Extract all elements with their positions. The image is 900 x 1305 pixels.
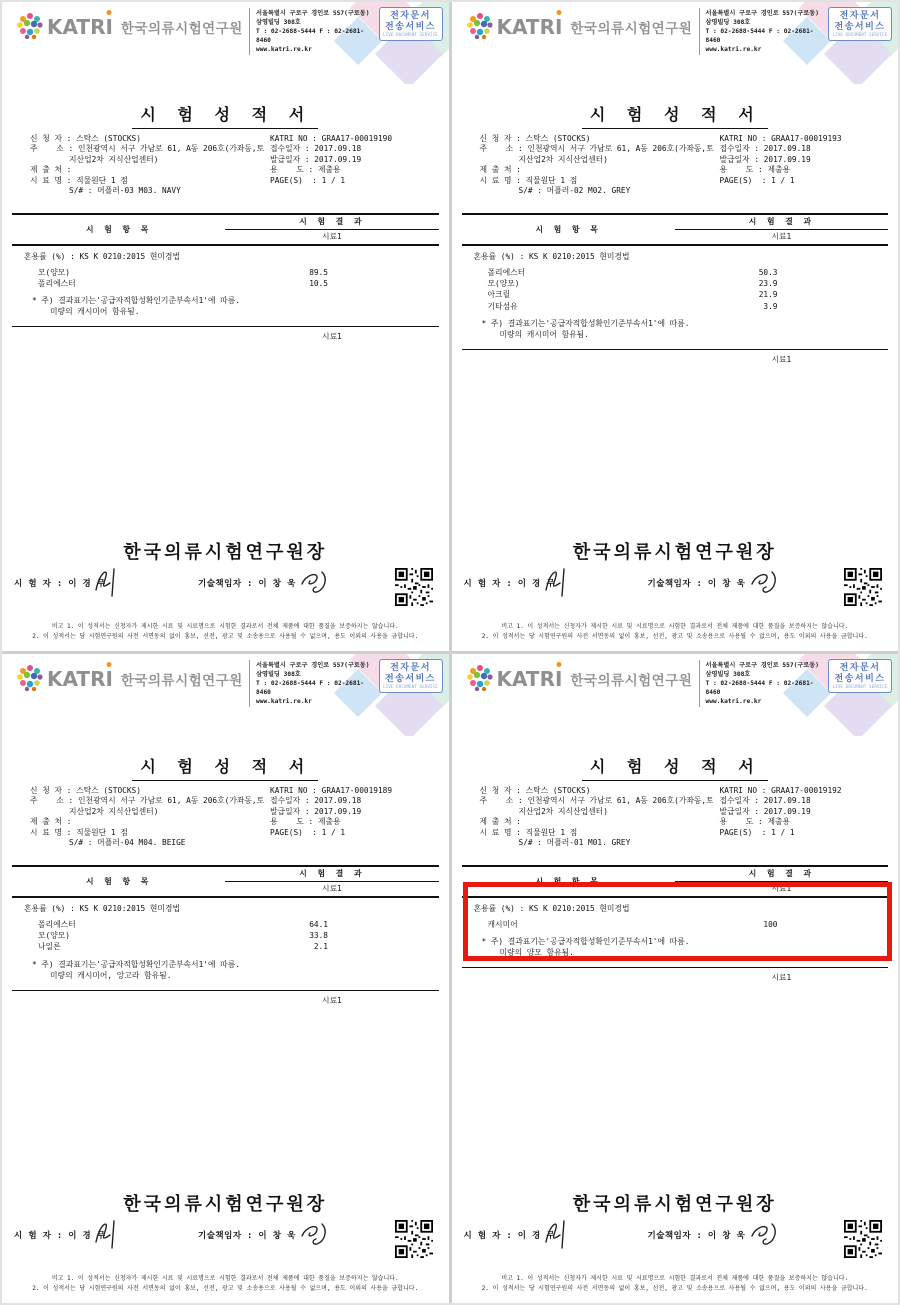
badge-subtext: LIVE DOCUMENT SERVICE: [832, 32, 888, 37]
badge-line: 전송서비스: [834, 21, 886, 32]
katri-no-value: GRAA17-00019192: [771, 786, 842, 795]
column-header-item: 시 험 항 목: [86, 225, 152, 234]
address-value: 인천광역시 서구 가남로 61, A동 206호(가좌동,토: [527, 796, 714, 806]
engineer-label: 기술책임자 : 이 창 욱: [647, 579, 746, 589]
sample-code-row: S/# : 머플러-03 M03. NAVY: [69, 186, 181, 196]
submitter-row: 제 출 처 :: [479, 817, 526, 827]
address-line: 서울특별시 구로구 경인로 557(구로동): [705, 10, 819, 17]
badge-line: 전송서비스: [834, 673, 886, 684]
katri-logo: [16, 663, 243, 695]
result-header-label: 시 험 결 과: [675, 215, 888, 230]
submitter-row: 제 출 처 :: [30, 817, 77, 827]
result-value: 100: [763, 920, 778, 929]
qr-code: [395, 568, 433, 606]
table-header: [12, 865, 439, 898]
result-value: 64.1: [309, 920, 328, 929]
issue-date-value: 2017.09.19: [763, 154, 811, 164]
sample-row: 시 료 명 : 직물원단 1 점: [30, 175, 128, 185]
result-name: 모(양모): [38, 268, 70, 277]
pages-value: 1 / 1: [771, 175, 795, 185]
applicant-row: 신 청 자 : 스탁스 (STOCKS): [30, 134, 141, 143]
result-row: [462, 301, 889, 312]
result-name: 아크릴: [487, 290, 511, 300]
issue-date-value: 2017.09.19: [314, 806, 362, 816]
issue-date-row: 발급일자 : 2017.09.19: [719, 806, 811, 816]
result-rows: [12, 919, 439, 953]
logo-dots-icon: [16, 11, 44, 43]
address-row: 주 소 : 인천광역시 서구 가남로 61, A동 206호(가좌동,토: [479, 144, 714, 154]
logo-wordmark: KATR: [496, 15, 555, 39]
badge-line: 전자문서: [390, 663, 431, 673]
result-row: [462, 289, 889, 300]
column-header-result: [225, 867, 438, 896]
column-header-item: 시 험 항 목: [535, 225, 601, 234]
org-name: 한국의류시험연구원: [120, 21, 243, 37]
note-line-2: 미량의 캐시미어 함유됨.: [499, 329, 589, 339]
org-name: 한국의류시험연구원: [570, 21, 693, 37]
column-header-item: 시 험 항 목: [86, 877, 152, 886]
address-value: 인천광역시 서구 가남로 61, A동 206호(가좌동,토: [77, 144, 265, 154]
result-header-label: 시 험 결 과: [675, 867, 888, 882]
sample-column-label: 시료1: [771, 884, 792, 893]
sample-column-label: 시료1: [771, 232, 792, 241]
address-line: 서울특별시 구로구 경인로 557(구로동): [256, 662, 370, 669]
phone-fax-line: T : 02-2688-5444 F : 02-2681-8460: [705, 28, 814, 44]
address-block: [256, 9, 378, 54]
address-value: 인천광역시 서구 가남로 61, A동 206호(가좌동,토: [77, 796, 265, 806]
tester-signature-icon: [540, 566, 580, 604]
note-line-2: 미량의 캐시미어 함유됨.: [50, 307, 140, 317]
sample-column-label: 시료1: [321, 232, 342, 241]
result-rows: [12, 267, 439, 289]
sample-footer-label: 시료1: [321, 995, 342, 1005]
katri-no-value: GRAA17-00019193: [771, 134, 842, 143]
tester-signature-icon: [540, 1218, 580, 1256]
result-name: 모(양모): [38, 931, 70, 941]
usage-row: 용 도 : 제출용: [719, 817, 791, 827]
title-row: [2, 102, 449, 129]
footnotes: [452, 1274, 899, 1293]
applicant-row: 신 청 자 : 스탁스 (STOCKS): [30, 786, 141, 795]
tester-signature-icon: [90, 566, 130, 604]
logo-i-letter: I: [105, 15, 113, 39]
info-left-column: [30, 134, 272, 196]
table-body: [462, 246, 889, 350]
table-header: [462, 213, 889, 246]
footnotes: [452, 622, 899, 641]
header-divider: [699, 8, 700, 55]
sample-code-row: S/# : 머플러-01 M01. GREY: [518, 838, 631, 848]
result-name: 기타섬유: [487, 301, 518, 311]
result-row: [12, 930, 439, 941]
e-document-badge: [379, 7, 443, 41]
address-row: 주 소 : 인천광역시 서구 가남로 61, A동 206호(가좌동,토: [479, 796, 714, 806]
footnote-line-1: 비고 1. 이 성적서는 신청자가 제시한 시료 및 시료명으로 시험한 결과로서 전체 제품에 대한 품질을 보증하지는 않습니다.: [51, 1275, 399, 1282]
info-left-column: [30, 786, 272, 848]
logo-dots-icon: [466, 663, 494, 695]
info-right-column: [270, 134, 443, 186]
usage-row: 용 도 : 제출용: [719, 165, 791, 175]
sample-code-row: S/# : 머플러-02 M02. GREY: [518, 186, 631, 196]
result-name: 캐시미어: [487, 920, 518, 929]
result-value: 50.3: [758, 268, 778, 277]
result-name: 폴리에스터: [38, 279, 76, 289]
page-title: 시 험 성 적 서: [582, 102, 768, 129]
pages-value: 1 / 1: [321, 827, 346, 837]
website: www.katri.re.kr: [705, 698, 762, 705]
footnotes: [2, 622, 449, 641]
header-divider: [699, 660, 700, 707]
footnote-line-2: 2. 이 성적서는 당 시험연구원의 사전 서면동의 없이 홍보, 선전, 광고 및 소송용으로 사용될 수 없으며, 용도 이외의 사용을 금합니다.: [481, 1284, 868, 1292]
sample-footer-label: 시료1: [321, 332, 342, 342]
page-title: 시 험 성 적 서: [132, 102, 318, 129]
sample-footer-label: 시료1: [771, 354, 792, 364]
signature-row: [452, 1218, 899, 1264]
applicant-value: 스탁스 (STOCKS): [525, 134, 591, 143]
address-value: 인천광역시 서구 가남로 61, A동 206호(가좌동,토: [527, 144, 714, 154]
address-line: 서울특별시 구로구 경인로 557(구로동): [256, 10, 370, 17]
result-row: [462, 278, 889, 289]
page-title: 시 험 성 적 서: [582, 754, 768, 781]
result-row: [12, 941, 439, 952]
address-row-cont: 지산업2차 지식산업센터): [518, 806, 608, 816]
address-line: 삼영빌딩 308호: [256, 19, 301, 26]
note-line-1: * 주) 결과표기는'공급자적합성확인기준부속서1'에 따름.: [481, 318, 690, 328]
sample-value: 직물원단 1 점: [76, 827, 128, 837]
logo-wordmark: KATR: [496, 667, 555, 691]
result-row: [12, 278, 439, 289]
signature-row: [2, 1218, 449, 1264]
result-name: 폴리에스터: [487, 268, 526, 277]
website: www.katri.re.kr: [256, 46, 312, 53]
badge-line: 전자문서: [390, 11, 431, 21]
signature-row: [452, 566, 899, 612]
results-table: [462, 213, 889, 365]
test-method-line: 혼용률 (%) : KS K 0210:2015 현미경법: [24, 252, 180, 261]
engineer-signature-icon: [298, 1220, 332, 1254]
result-row: [462, 267, 889, 278]
header-divider: [249, 8, 250, 55]
engineer-signature-icon: [748, 1220, 782, 1254]
result-header-label: 시 험 결 과: [225, 867, 438, 882]
result-name: 나일론: [38, 942, 61, 952]
title-row: [452, 754, 899, 781]
issue-date-value: 2017.09.19: [763, 806, 811, 816]
director-title: 한국의류시험연구원장: [123, 542, 328, 563]
receipt-date-row: 접수일자 : 2017.09.18: [270, 796, 362, 806]
engineer-signature-icon: [298, 568, 332, 602]
sample-row: 시 료 명 : 직물원단 1 점: [479, 827, 578, 837]
note-line-1: * 주) 결과표기는'공급자적합성확인기준부속서1'에 따름.: [32, 296, 240, 306]
logo-dots-icon: [16, 663, 44, 695]
tester-label: 시 험 자 : 이 경 무: [14, 579, 106, 589]
test-report-document: [2, 2, 449, 651]
tester-label: 시 험 자 : 이 경 무: [463, 579, 556, 589]
pages-row: PAGE(S) : 1 / 1: [719, 827, 795, 837]
sample-value: 직물원단 1 점: [76, 175, 128, 185]
signature-row: [2, 566, 449, 612]
badge-subtext: LIVE DOCUMENT SERVICE: [383, 32, 438, 37]
table-body: [12, 898, 439, 991]
website: www.katri.re.kr: [256, 698, 312, 705]
test-method-line: 혼용률 (%) : KS K 0210:2015 현미경법: [473, 252, 630, 261]
director-title: 한국의류시험연구원장: [123, 1194, 328, 1215]
phone-fax-line: T : 02-2688-5444 F : 02-2681-8460: [705, 680, 814, 696]
address-block: [706, 661, 828, 706]
result-name: 폴리에스터: [38, 920, 76, 929]
document-header: [2, 654, 449, 736]
results-table: [12, 865, 439, 1006]
pages-row: PAGE(S) : 1 / 1: [270, 175, 346, 185]
engineer-label: 기술책임자 : 이 창 욱: [198, 579, 296, 589]
usage-value: 제출용: [767, 165, 791, 175]
address-row-cont: 지산업2차 지식산업센터): [518, 154, 608, 164]
katri-no-row: KATRI NO : GRAA17-00019192: [719, 786, 842, 795]
receipt-date-value: 2017.09.18: [314, 796, 362, 806]
qr-code: [395, 1220, 433, 1258]
issue-date-row: 발급일자 : 2017.09.19: [719, 154, 811, 164]
receipt-date-value: 2017.09.18: [314, 144, 362, 154]
info-right-column: [720, 786, 893, 838]
pages-value: 1 / 1: [771, 827, 795, 837]
applicant-value: 스탁스 (STOCKS): [76, 786, 141, 795]
test-report-document: [452, 654, 899, 1303]
receipt-date-row: 접수일자 : 2017.09.18: [270, 144, 362, 154]
document-header: [2, 2, 449, 84]
badge-subtext: LIVE DOCUMENT SERVICE: [383, 684, 438, 689]
test-method-line: 혼용률 (%) : KS K 0210:2015 현미경법: [24, 904, 180, 913]
tester-signature-icon: [90, 1218, 130, 1256]
info-left-column: [480, 786, 722, 848]
address-row: 주 소 : 인천광역시 서구 가남로 61, A동 206호(가좌동,토: [30, 144, 265, 154]
footnote-line-2: 2. 이 성적서는 당 시험연구원의 사전 서면동의 없이 홍보, 선전, 광고 및 소송용으로 사용될 수 없으며, 용도 이외의 사용을 금합니다.: [32, 632, 419, 640]
address-block: [256, 661, 378, 706]
tester-label: 시 험 자 : 이 경 무: [14, 1231, 106, 1241]
applicant-row: 신 청 자 : 스탁스 (STOCKS): [479, 786, 591, 795]
e-document-badge: [828, 7, 892, 41]
e-document-badge: [828, 659, 892, 693]
logo-wordmark: KATR: [47, 15, 106, 39]
phone-fax-line: T : 02-2688-5444 F : 02-2681-8460: [256, 680, 365, 696]
usage-value: 제출용: [317, 165, 341, 175]
org-name: 한국의류시험연구원: [120, 673, 243, 689]
address-row-cont: 지산업2차 지식산업센터): [69, 154, 159, 164]
director-title: 한국의류시험연구원장: [572, 1194, 777, 1215]
applicant-value: 스탁스 (STOCKS): [525, 786, 591, 795]
header-divider: [249, 660, 250, 707]
applicant-row: 신 청 자 : 스탁스 (STOCKS): [479, 134, 591, 143]
title-row: [2, 754, 449, 781]
title-row: [452, 102, 899, 129]
katri-logo: [466, 11, 693, 43]
logo-i-letter: I: [554, 15, 563, 39]
badge-subtext: LIVE DOCUMENT SERVICE: [832, 684, 888, 689]
address-row-cont: 지산업2차 지식산업센터): [69, 806, 159, 816]
qr-code: [844, 1220, 882, 1258]
phone-fax-line: T : 02-2688-5444 F : 02-2681-8460: [256, 28, 365, 44]
address-line: 삼영빌딩 308호: [705, 19, 751, 26]
info-right-column: [270, 786, 443, 838]
table-header: [12, 213, 439, 246]
pages-value: 1 / 1: [321, 175, 346, 185]
engineer-label: 기술책임자 : 이 창 욱: [198, 1231, 296, 1241]
document-header: [452, 654, 899, 736]
test-report-document: [2, 654, 449, 1303]
usage-value: 제출용: [767, 817, 791, 827]
receipt-date-value: 2017.09.18: [763, 144, 811, 154]
result-header-label: 시 험 결 과: [225, 215, 438, 230]
info-right-column: [720, 134, 893, 186]
sample-value: 직물원단 1 점: [525, 175, 578, 185]
badge-line: 전자문서: [839, 663, 881, 673]
result-row: [12, 267, 439, 278]
table-body: [12, 246, 439, 327]
katri-no-row: KATRI NO : GRAA17-00019193: [719, 134, 842, 143]
usage-row: 용 도 : 제출용: [270, 165, 341, 175]
result-value: 33.8: [309, 931, 328, 941]
column-header-item: 시 험 항 목: [535, 877, 601, 886]
pages-row: PAGE(S) : 1 / 1: [719, 175, 795, 185]
result-name: 모(양모): [487, 279, 520, 289]
submitter-row: 제 출 처 :: [479, 165, 526, 175]
sample-code-row: S/# : 머플러-04 M04. BEIGE: [69, 838, 186, 848]
address-row: 주 소 : 인천광역시 서구 가남로 61, A동 206호(가좌동,토: [30, 796, 265, 806]
badge-line: 전송서비스: [385, 673, 436, 684]
note-line-2: 미량의 캐시미어, 앙고라 함유됨.: [50, 970, 172, 980]
katri-logo: [466, 663, 693, 695]
footnote-line-1: 비고 1. 이 성적서는 신청자가 제시한 시료 및 시료명으로 시험한 결과로서 전체 제품에 대한 품질을 보증하지는 않습니다.: [501, 1275, 849, 1282]
katri-no-value: GRAA17-00019190: [321, 134, 393, 143]
footnote-line-2: 2. 이 성적서는 당 시험연구원의 사전 서면동의 없이 홍보, 선전, 광고 및 소송용으로 사용될 수 없으며, 용도 이외의 사용을 금합니다.: [481, 632, 868, 640]
receipt-date-row: 접수일자 : 2017.09.18: [719, 796, 811, 806]
e-document-badge: [379, 659, 443, 693]
receipt-date-value: 2017.09.18: [763, 796, 811, 806]
result-rows: [462, 267, 889, 312]
katri-logo: [16, 11, 243, 43]
engineer-label: 기술책임자 : 이 창 욱: [647, 1231, 746, 1241]
note-line-2: 미량의 양모 함유됨.: [499, 948, 574, 958]
logo-dots-icon: [466, 11, 494, 43]
director-title: 한국의류시험연구원장: [572, 542, 777, 563]
logo-wordmark: KATR: [47, 667, 106, 691]
address-block: [706, 9, 828, 54]
logo-i-letter: I: [554, 667, 563, 691]
badge-line: 전송서비스: [385, 21, 436, 32]
result-value: 10.5: [309, 279, 328, 289]
katri-no-row: KATRI NO : GRAA17-00019190: [270, 134, 393, 143]
website: www.katri.re.kr: [705, 46, 762, 53]
test-report-document: [452, 2, 899, 651]
test-method-line: 혼용률 (%) : KS K 0210:2015 현미경법: [473, 904, 630, 913]
receipt-date-row: 접수일자 : 2017.09.18: [719, 144, 811, 154]
org-name: 한국의류시험연구원: [570, 673, 693, 689]
engineer-signature-icon: [748, 568, 782, 602]
submitter-row: 제 출 처 :: [30, 165, 77, 175]
sample-column-label: 시료1: [321, 884, 342, 893]
result-value: 89.5: [309, 268, 328, 277]
document-header: [452, 2, 899, 84]
result-value: 21.9: [758, 290, 778, 300]
sample-value: 직물원단 1 점: [525, 827, 578, 837]
footnote-line-1: 비고 1. 이 성적서는 신청자가 제시한 시료 및 시료명으로 시험한 결과로서 전체 제품에 대한 품질을 보증하지는 않습니다.: [501, 623, 849, 630]
result-value: 23.9: [758, 279, 778, 289]
note-line-1: * 주) 결과표기는'공급자적합성확인기준부속서1'에 따름.: [481, 937, 690, 947]
column-header-result: [225, 215, 438, 244]
sample-footer-label: 시료1: [771, 973, 792, 983]
footnote-line-1: 비고 1. 이 성적서는 신청자가 제시한 시료 및 시료명으로 시험한 결과로서 전체 제품에 대한 품질을 보증하지는 않습니다.: [51, 623, 399, 630]
info-left-column: [480, 134, 722, 196]
column-header-result: [675, 215, 888, 244]
applicant-value: 스탁스 (STOCKS): [76, 134, 141, 143]
usage-row: 용 도 : 제출용: [270, 817, 341, 827]
footnotes: [2, 1274, 449, 1293]
footnote-line-2: 2. 이 성적서는 당 시험연구원의 사전 서면동의 없이 홍보, 선전, 광고 및 소송용으로 사용될 수 없으며, 용도 이외의 사용을 금합니다.: [32, 1284, 419, 1292]
highlight-box: [463, 882, 893, 961]
badge-line: 전자문서: [839, 11, 881, 21]
page-title: 시 험 성 적 서: [132, 754, 318, 781]
result-value: 2.1: [313, 942, 328, 952]
qr-code: [844, 568, 882, 606]
issue-date-row: 발급일자 : 2017.09.19: [270, 806, 362, 816]
katri-no-value: GRAA17-00019189: [321, 786, 393, 795]
note-line-1: * 주) 결과표기는'공급자적합성확인기준부속서1'에 따름.: [32, 959, 240, 969]
logo-i-letter: I: [105, 667, 113, 691]
pages-row: PAGE(S) : 1 / 1: [270, 827, 346, 837]
address-line: 삼영빌딩 308호: [705, 671, 751, 678]
result-row: [12, 919, 439, 930]
sample-row: 시 료 명 : 직물원단 1 점: [30, 827, 128, 837]
usage-value: 제출용: [317, 817, 341, 827]
result-value: 3.9: [763, 301, 778, 311]
tester-label: 시 험 자 : 이 경 무: [463, 1231, 556, 1241]
issue-date-row: 발급일자 : 2017.09.19: [270, 154, 362, 164]
issue-date-value: 2017.09.19: [314, 154, 362, 164]
results-table: [12, 213, 439, 342]
address-line: 삼영빌딩 308호: [256, 671, 301, 678]
sample-row: 시 료 명 : 직물원단 1 점: [479, 175, 578, 185]
address-line: 서울특별시 구로구 경인로 557(구로동): [705, 662, 819, 669]
katri-no-row: KATRI NO : GRAA17-00019189: [270, 786, 393, 795]
